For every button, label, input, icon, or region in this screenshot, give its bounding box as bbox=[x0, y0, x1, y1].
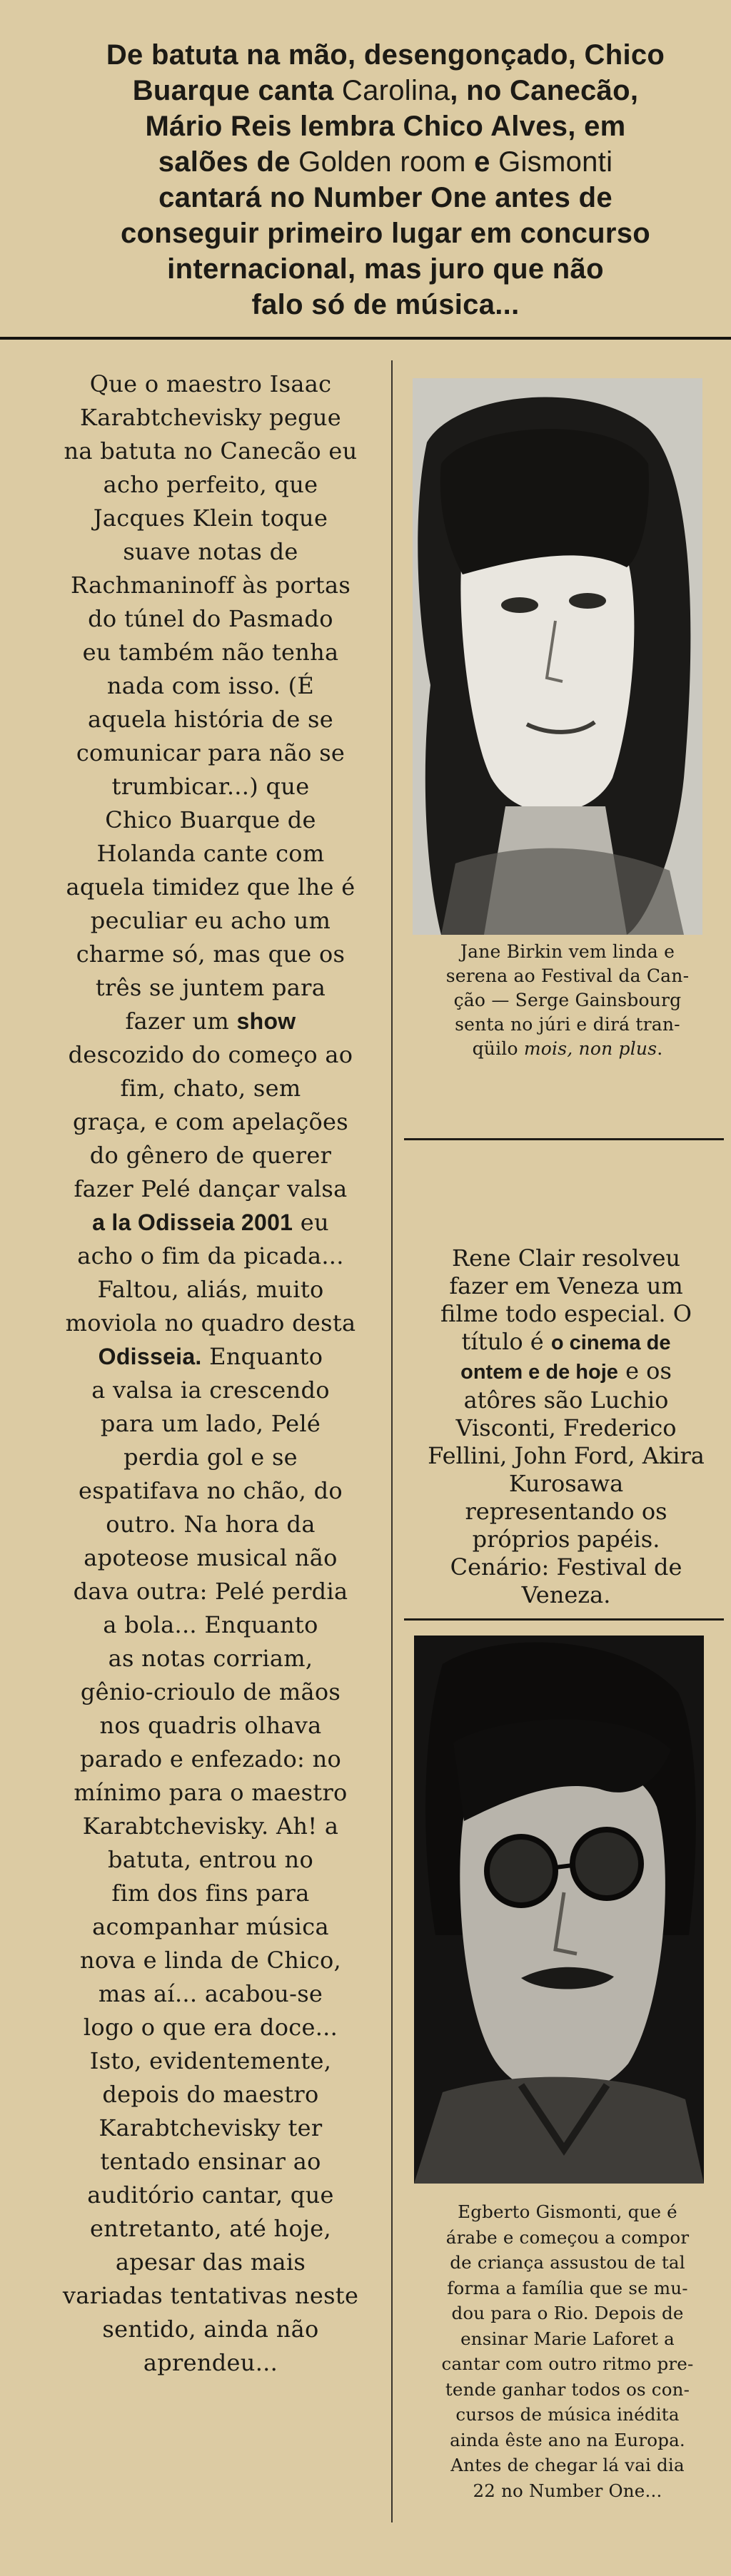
note-line: Fellini, John Ford, Akira bbox=[428, 1442, 705, 1469]
headline-segment: salões de bbox=[158, 146, 299, 178]
rene-clair-note bbox=[405, 1244, 727, 1609]
article-line: tentado ensinar ao bbox=[100, 2148, 321, 2175]
caption2-line: 22 no Number One... bbox=[473, 2480, 662, 2501]
headline-line bbox=[43, 73, 728, 108]
article-segment: Enquanto bbox=[201, 1343, 323, 1370]
article-line: Chico Buarque de bbox=[105, 806, 316, 833]
note-segment: título é bbox=[461, 1328, 551, 1355]
article-line: Isto, evidentemente, bbox=[89, 2047, 332, 2074]
headline-segment: conseguir primeiro lugar em concurso bbox=[120, 218, 651, 249]
note-segment: e os bbox=[617, 1357, 672, 1384]
article-line: aquela timidez que lhe é bbox=[66, 873, 356, 901]
caption2-line: forma a família que se mu- bbox=[447, 2277, 688, 2298]
article-line: entretanto, até hoje, bbox=[90, 2215, 331, 2242]
caption1-line: senta no júri e dirá tran- bbox=[455, 1014, 680, 1035]
caption1-line: ção — Serge Gainsbourg bbox=[453, 990, 682, 1010]
headline-line bbox=[43, 287, 728, 323]
column-divider bbox=[391, 360, 393, 2522]
photo-egberto-gismonti bbox=[414, 1636, 704, 2184]
caption2-line: dou para o Rio. Depois de bbox=[451, 2303, 684, 2323]
headline-segment: Gismonti bbox=[498, 146, 613, 178]
article-line: Holanda cante com bbox=[96, 840, 325, 867]
note-line: Cenário: Festival de bbox=[450, 1553, 682, 1581]
caption1-segment: qüilo bbox=[472, 1038, 524, 1059]
article-line: para um lado, Pelé bbox=[100, 1410, 321, 1437]
section-rule-2 bbox=[404, 1618, 724, 1621]
article-segment: show bbox=[236, 1008, 296, 1034]
headline-line bbox=[43, 251, 728, 287]
article-line: acho perfeito, que bbox=[103, 471, 318, 498]
article-line bbox=[43, 1005, 378, 1038]
headline-segment: falo só de música... bbox=[251, 289, 520, 320]
article-line: trumbicar...) que bbox=[111, 773, 310, 800]
headline-segment: Mário Reis lembra Chico Alves, em bbox=[145, 111, 626, 142]
article-line: do gênero de querer bbox=[89, 1142, 332, 1169]
caption2-line: ainda êste ano na Europa. bbox=[450, 2429, 685, 2450]
note-line: Kurosawa bbox=[508, 1470, 624, 1497]
article-line: mínimo para o maestro bbox=[74, 1779, 348, 1806]
note-line bbox=[405, 1357, 727, 1386]
article-line: Jacques Klein toque bbox=[93, 504, 328, 532]
note-segment: o cinema de bbox=[550, 1332, 671, 1354]
article-line: dava outra: Pelé perdia bbox=[73, 1578, 348, 1605]
caption1-segment: mois, non plus bbox=[523, 1038, 657, 1059]
headline-line bbox=[43, 144, 728, 180]
headline-line bbox=[43, 180, 728, 215]
article-line: fim dos fins para bbox=[111, 1880, 310, 1907]
caption1-segment: . bbox=[657, 1038, 663, 1059]
note-line bbox=[405, 1328, 727, 1357]
note-line: filme todo especial. O bbox=[440, 1300, 692, 1327]
top-rule bbox=[0, 337, 731, 340]
article-line: comunicar para não se bbox=[76, 739, 346, 766]
caption2-line: Antes de chegar lá vai dia bbox=[450, 2455, 685, 2475]
article-line: suave notas de bbox=[123, 538, 298, 565]
caption-jane-birkin bbox=[407, 940, 728, 1061]
article-segment: fazer um bbox=[125, 1008, 237, 1035]
article-line: Karabtchevisky pegue bbox=[80, 404, 341, 431]
article-line: espatifava no chão, do bbox=[79, 1477, 343, 1504]
article-line: parado e enfezado: no bbox=[79, 1745, 342, 1773]
article-line: Faltou, aliás, muito bbox=[97, 1276, 324, 1303]
article-line: batuta, entrou no bbox=[107, 1846, 314, 1873]
caption2-line: cursos de música inédita bbox=[455, 2404, 680, 2425]
article-line: nos quadris olhava bbox=[99, 1712, 322, 1739]
article-line: a valsa ia crescendo bbox=[91, 1376, 330, 1404]
section-rule-1 bbox=[404, 1138, 724, 1140]
article-line: fim, chato, sem bbox=[120, 1075, 301, 1102]
caption2-line: ensinar Marie Laforet a bbox=[460, 2328, 675, 2349]
article-line bbox=[43, 1340, 378, 1374]
article-line: Rachmaninoff às portas bbox=[70, 572, 351, 599]
article-line: nada com isso. (É bbox=[106, 672, 315, 699]
article-line: na batuta no Canecão eu bbox=[64, 437, 358, 465]
article-line bbox=[43, 1206, 378, 1239]
article-line: peculiar eu acho um bbox=[90, 907, 331, 934]
article-line: logo o que era doce... bbox=[83, 2014, 338, 2041]
article-line: gênio-crioulo de mãos bbox=[80, 1678, 341, 1705]
article-line: fazer Pelé dançar valsa bbox=[74, 1175, 348, 1202]
article-segment: eu bbox=[293, 1209, 329, 1236]
note-line: representando os bbox=[465, 1498, 667, 1525]
headline-segment: Buarque canta bbox=[132, 75, 342, 106]
note-line: Visconti, Frederico bbox=[455, 1414, 677, 1441]
article-line: do túnel do Pasmado bbox=[88, 605, 333, 632]
article-body bbox=[43, 367, 378, 2380]
article-line: mas aí... acabou-se bbox=[98, 1980, 323, 2007]
headline-line bbox=[43, 215, 728, 251]
article-line: sentido, ainda não bbox=[102, 2316, 319, 2343]
headline-segment: De batuta na mão, desengonçado, Chico bbox=[106, 39, 665, 71]
article-line: charme só, mas que os bbox=[76, 940, 346, 968]
article-line: apesar das mais bbox=[115, 2248, 306, 2276]
article-line: aquela história de se bbox=[87, 706, 334, 733]
caption-egberto-gismonti bbox=[408, 2199, 727, 2503]
note-line: Veneza. bbox=[521, 1581, 611, 1608]
headline-segment: cantará no Number One antes de bbox=[158, 182, 612, 213]
article-line: aprendeu... bbox=[143, 2349, 278, 2376]
note-line: próprios papéis. bbox=[472, 1526, 660, 1553]
article-segment: Odisseia. bbox=[98, 1344, 202, 1369]
article-line: nova e linda de Chico, bbox=[79, 1947, 341, 1974]
photo-jane-birkin bbox=[413, 378, 702, 935]
caption1-line: serena ao Festival da Can- bbox=[445, 965, 690, 986]
headline-segment: Golden room bbox=[298, 146, 466, 178]
article-line: moviola no quadro desta bbox=[65, 1309, 356, 1337]
article-line: Que o maestro Isaac bbox=[89, 370, 332, 397]
caption1-line bbox=[407, 1037, 728, 1061]
article-line: três se juntem para bbox=[95, 974, 326, 1001]
article-line: depois do maestro bbox=[102, 2081, 319, 2108]
caption2-line: tende ganhar todos os con- bbox=[445, 2378, 690, 2400]
article-line: as notas corriam, bbox=[108, 1645, 313, 1672]
headline-line bbox=[43, 37, 728, 73]
caption2-line: de criança assustou de tal bbox=[450, 2252, 685, 2273]
note-segment: ontem e de hoje bbox=[460, 1361, 618, 1384]
caption2-line: Egberto Gismonti, que é bbox=[458, 2201, 677, 2222]
note-line: fazer em Veneza um bbox=[449, 1272, 683, 1299]
headline-segment: , no Canecão, bbox=[450, 75, 639, 106]
article-line: apoteose musical não bbox=[84, 1544, 338, 1571]
article-line: descozido do começo ao bbox=[68, 1041, 353, 1068]
headline-segment: e bbox=[465, 146, 499, 178]
article-line: Karabtchevisky ter bbox=[99, 2114, 323, 2141]
article-line: perdia gol e se bbox=[123, 1444, 298, 1471]
caption2-line: árabe e começou a compor bbox=[445, 2226, 690, 2248]
note-line: Rene Clair resolveu bbox=[451, 1244, 681, 1272]
article-line: auditório cantar, que bbox=[87, 2181, 334, 2209]
article-line: outro. Na hora da bbox=[106, 1511, 316, 1538]
article-segment: a la Odisseia 2001 bbox=[92, 1210, 293, 1235]
caption2-line: cantar com outro ritmo pre- bbox=[441, 2353, 694, 2374]
headline bbox=[43, 37, 728, 323]
article-line: eu também não tenha bbox=[82, 639, 339, 666]
article-line: acho o fim da picada... bbox=[77, 1242, 344, 1269]
article-line: Karabtchevisky. Ah! a bbox=[82, 1812, 339, 1840]
note-line: atôres são Luchio bbox=[463, 1386, 669, 1414]
headline-segment: Carolina bbox=[341, 75, 450, 106]
headline-segment: internacional, mas juro que não bbox=[167, 253, 604, 285]
article-line: variadas tentativas neste bbox=[62, 2282, 359, 2309]
article-line: a bola... Enquanto bbox=[103, 1611, 318, 1638]
article-line: graça, e com apelações bbox=[73, 1108, 348, 1135]
headline-line bbox=[43, 108, 728, 144]
caption1-line: Jane Birkin vem linda e bbox=[460, 941, 675, 962]
article-line: acompanhar música bbox=[92, 1913, 329, 1940]
